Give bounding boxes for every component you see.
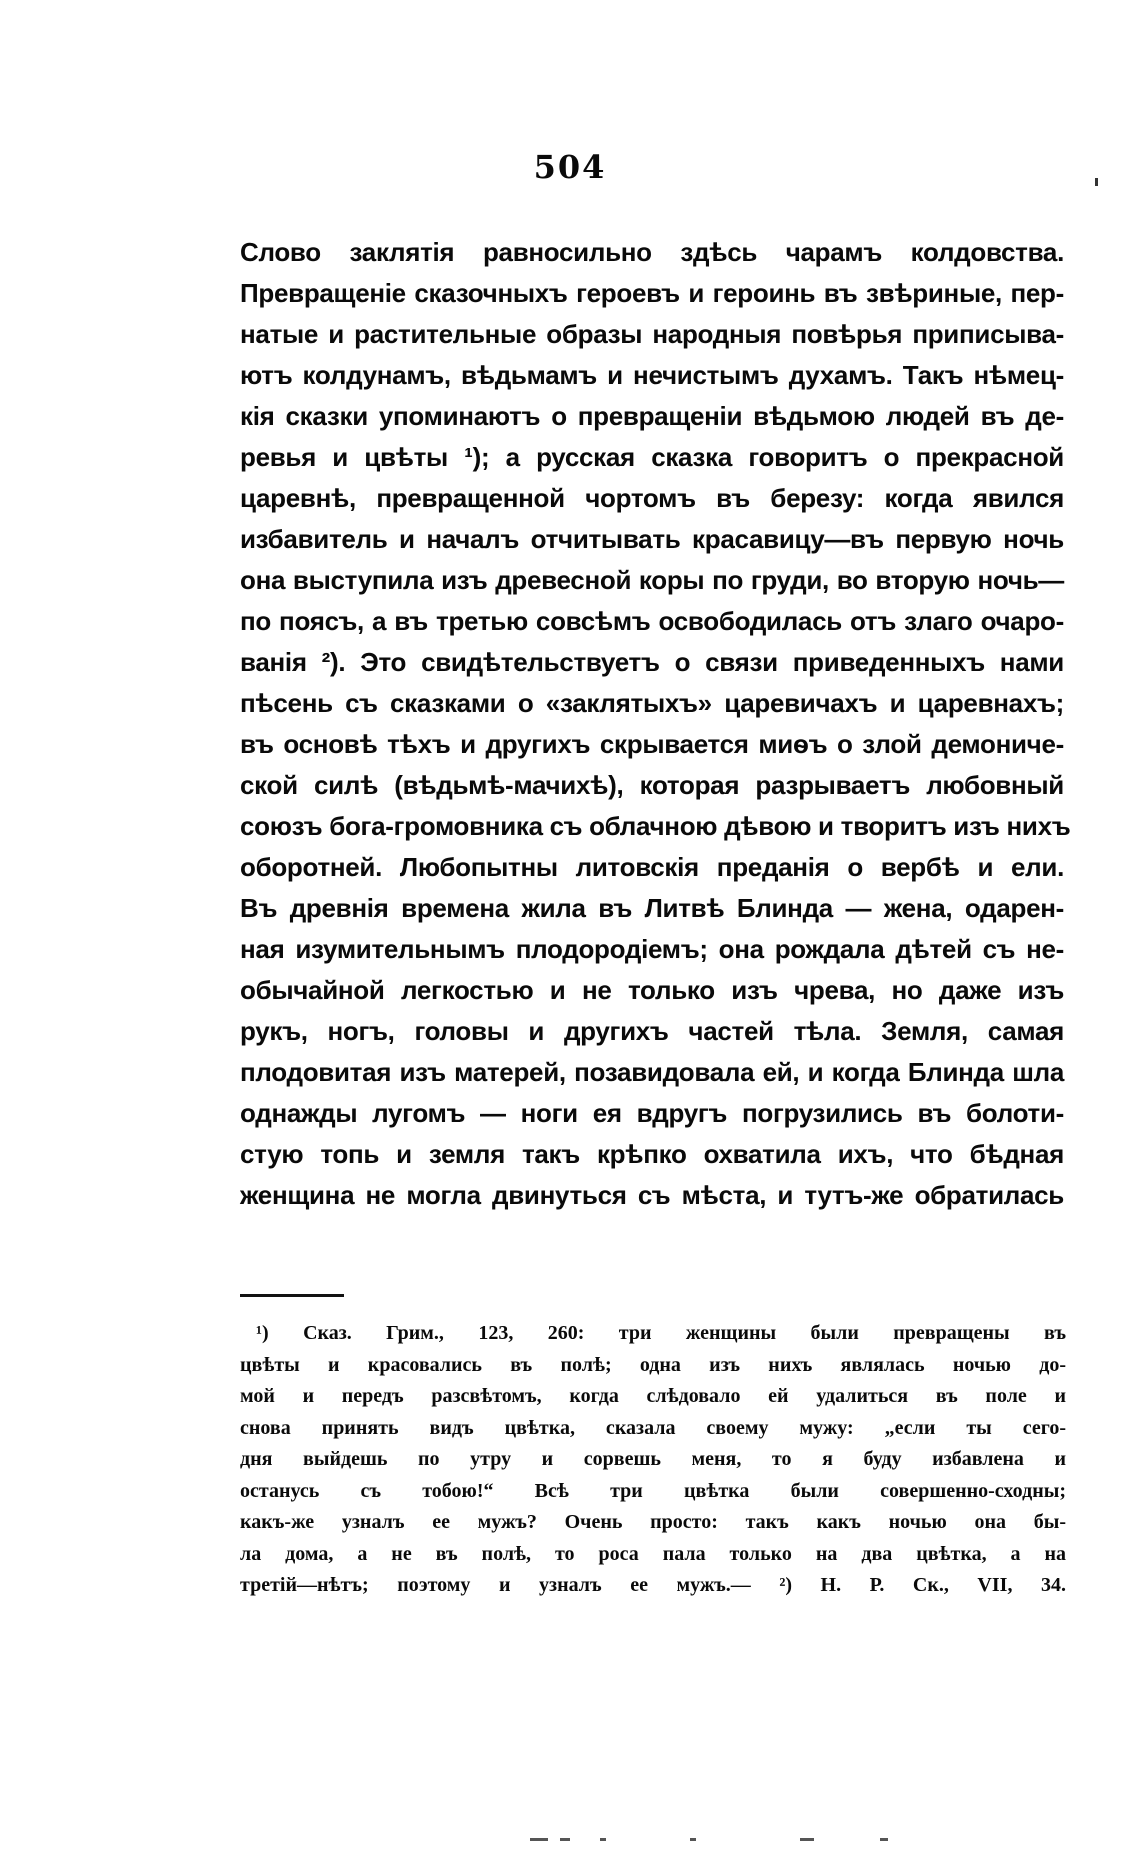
text-line: кія сказки упоминаютъ о превращеніи вѣдьмою людей въ де- xyxy=(240,401,1064,431)
footnote-line: третій—нѣтъ; поэтому и узналъ ее мужъ.— ²) Н. Р. Ск., VII, 34. xyxy=(240,1574,1066,1596)
page-number: 504 xyxy=(533,148,607,186)
footnote-line: снова принять видъ цвѣтка, сказала своему мужу: „если ты сего- xyxy=(240,1416,1066,1439)
footnote-line: останусь съ тобою!“ Всѣ три цвѣтка были совершенно-сходны; xyxy=(240,1479,1066,1502)
text-line: оборотней. Любопытны литовскія преданія о вербѣ и ели. xyxy=(240,852,1064,882)
text-line: пѣсень съ сказками о «заклятыхъ» царевичахъ и царевнахъ; xyxy=(240,688,1064,718)
footnote-line: дня выйдешь по утру и сорвешь меня, то я буду избавлена и xyxy=(240,1448,1066,1470)
text-line: царевнѣ, превращенной чортомъ въ березу: когда явился xyxy=(240,483,1064,513)
text-line: плодовитая изъ матерей, позавидовала ей, и когда Блинда шла xyxy=(240,1057,1064,1087)
footnote-line: ¹) Сказ. Грим., 123, 260: три женщины были превращены въ xyxy=(256,1322,1066,1344)
text-line: однажды лугомъ — ноги ея вдругъ погрузились въ болоти- xyxy=(240,1098,1064,1128)
bottom-edge-marks xyxy=(0,1838,1140,1848)
text-line: ревья и цвѣты ¹); а русская сказка говоритъ о прекрасной xyxy=(240,442,1064,472)
text-line: обычайной легкостью и не только изъ чрева, но даже изъ xyxy=(240,975,1064,1005)
text-line: по поясъ, а въ третью совсѣмъ освободилась отъ злаго очаро- xyxy=(240,606,1064,636)
text-line: союзъ бога-громовника съ облачною дѣвою и творитъ изъ нихъ xyxy=(240,811,1071,841)
text-line: Превращеніе сказочныхъ героевъ и героинь въ звѣриные, пер- xyxy=(240,278,1064,308)
footnote-line: мой и передъ разсвѣтомъ, когда слѣдовало ей удалиться въ поле и xyxy=(240,1385,1066,1407)
text-line: ютъ колдунамъ, вѣдьмамъ и нечистымъ духамъ. Такъ нѣмец- xyxy=(240,360,1064,390)
stray-ink-mark xyxy=(1095,178,1098,186)
text-line: ской силѣ (вѣдьмѣ-мачихѣ), которая разрываетъ любовный xyxy=(240,770,1064,800)
footnote-line: ла дома, а не въ полѣ, то роса пала только на два цвѣтка, а на xyxy=(240,1542,1066,1565)
text-line: избавитель и началъ отчитывать красавицу—въ первую ночь xyxy=(240,524,1064,554)
main-text-block xyxy=(240,232,1071,1216)
text-line: натые и растительные образы народныя повѣрья приписыва- xyxy=(240,319,1064,349)
text-line: ванія ²). Это свидѣтельствуетъ о связи приведенныхъ нами xyxy=(240,647,1064,677)
text-line: рукъ, ногъ, головы и другихъ частей тѣла. Земля, самая xyxy=(240,1016,1064,1046)
footnote-line: цвѣты и красовались въ полѣ; одна изъ нихъ являлась ночью до- xyxy=(240,1353,1066,1376)
footnote-separator xyxy=(240,1294,344,1297)
text-line: Въ древнія времена жила въ Литвѣ Блинда — жена, одарен- xyxy=(240,893,1064,923)
text-line: Слово заклятія равносильно здѣсь чарамъ колдовства. xyxy=(240,237,1064,267)
text-line: ная изумительнымъ плодородіемъ; она рождала дѣтей съ не- xyxy=(240,934,1064,964)
text-line: женщина не могла двинуться съ мѣста, и тутъ-же обратилась xyxy=(240,1180,1064,1210)
footnote-line: какъ-же узналъ ее мужъ? Очень просто: такъ какъ ночью она бы- xyxy=(240,1511,1066,1533)
footnotes-block xyxy=(240,1318,1066,1602)
text-line: въ основѣ тѣхъ и другихъ скрывается миѳъ о злой демониче- xyxy=(240,729,1064,759)
text-line: стую топь и земля такъ крѣпко охватила ихъ, что бѣдная xyxy=(240,1139,1064,1169)
text-line: она выступила изъ древесной коры по груди, во вторую ночь— xyxy=(240,565,1064,595)
